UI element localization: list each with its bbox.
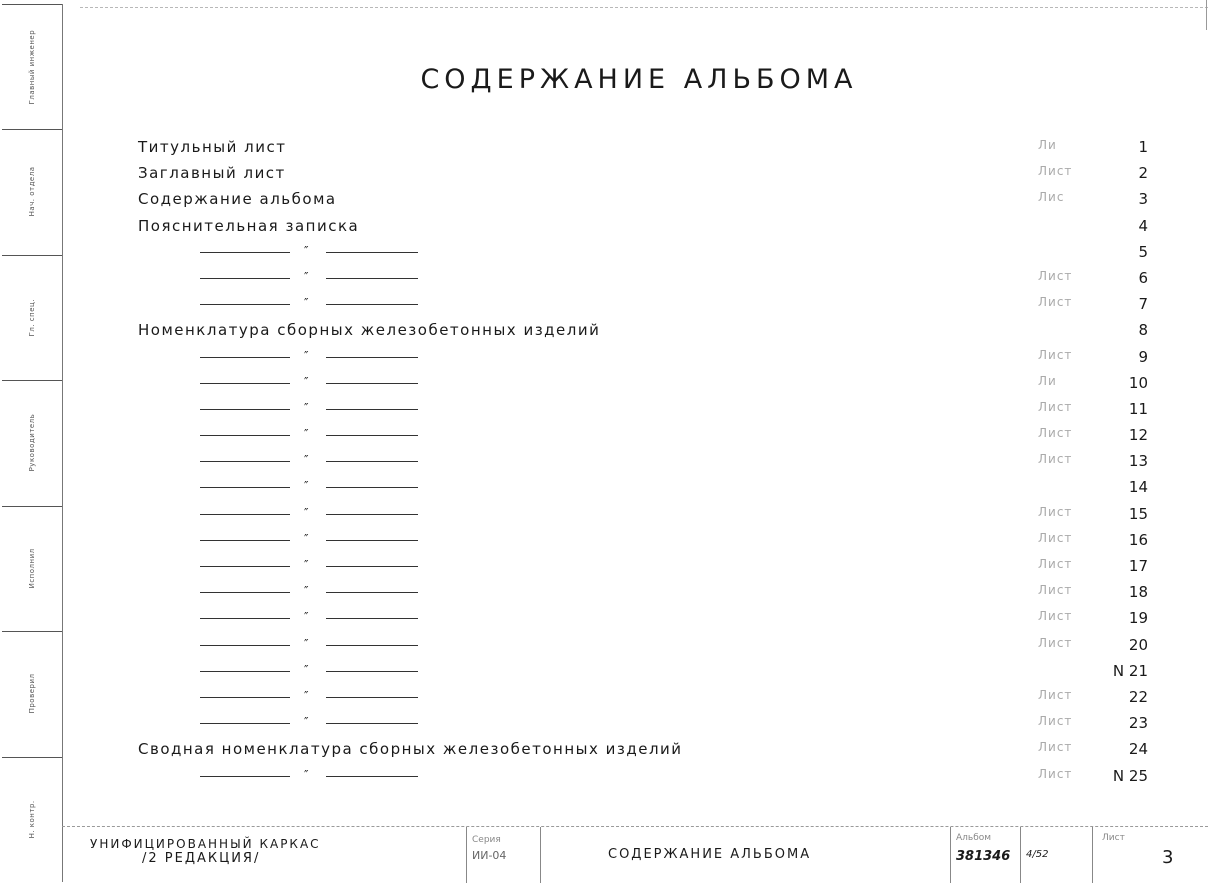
sheet-reference [1038,452,1148,471]
sheet-number: 13 [1128,452,1148,471]
ditto-line [200,427,425,442]
stamp-cell [2,380,62,381]
sheet-prefix: Лист [1038,530,1073,545]
contents-row [138,449,1148,475]
ditto-line [200,479,425,494]
title-block-divider [1020,827,1021,883]
ditto-line [200,636,425,651]
album-label: Альбом [956,833,992,843]
ditto-dash [200,357,290,358]
ditto-line [200,688,425,703]
sheet-reference [1038,426,1148,445]
ditto-dash [200,409,290,410]
sheet-prefix: Лист [1038,635,1073,650]
ditto-dash [200,697,290,698]
ditto-line [200,400,425,415]
ditto-dash [326,618,418,619]
ditto-dash [200,252,290,253]
ditto-dash [326,461,418,462]
ditto-mark: ″ [304,479,309,494]
contents-row [138,764,1148,790]
sheet-reference [1038,740,1148,759]
sheet-number: 3 [1162,847,1174,868]
ditto-line [200,531,425,546]
ditto-line [200,243,425,258]
ditto-mark: ″ [304,610,309,625]
ditto-line [200,374,425,389]
ditto-dash [326,540,418,541]
sheet-number: 19 [1128,609,1148,628]
stamp-cell [2,631,62,632]
contents-row [138,135,1148,161]
ditto-dash [326,645,418,646]
sheet-reference [1038,138,1148,156]
ditto-dash [326,776,418,777]
sheet-number: 16 [1128,530,1148,549]
sheet-prefix: Лист [1038,295,1073,310]
sheet-number: 1 [1138,138,1148,156]
stamp-cell-label: Проверил [28,673,36,714]
ditto-line [200,269,425,284]
stamp-cell [2,255,62,256]
ditto-dash [326,435,418,436]
ditto-line [200,715,425,730]
ditto-dash [200,278,290,279]
ditto-line [200,767,425,782]
approval-stamp-strip [2,4,63,882]
sheet-number: 6 [1138,268,1148,287]
sheet-reference [1038,504,1148,523]
ditto-dash [326,671,418,672]
contents-row [138,397,1148,423]
sheet-reference [1038,190,1148,209]
contents-row [138,554,1148,580]
sheet-reference [1038,295,1148,314]
sheet-number: 7 [1138,295,1148,314]
sheet-number: N 25 [1112,766,1148,785]
stamp-cell-label: Исполнил [28,548,36,589]
ditto-mark: ″ [304,531,309,546]
ditto-dash [200,723,290,724]
ditto-mark: ″ [304,688,309,703]
ditto-mark: ″ [304,715,309,730]
sheet-number: 22 [1128,687,1148,706]
contents-row [138,292,1148,318]
sheet-reference [1038,347,1148,366]
ditto-mark: ″ [304,348,309,363]
contents-row [138,528,1148,554]
ditto-dash [326,592,418,593]
sheet-number: 17 [1128,557,1148,575]
ditto-mark: ″ [304,584,309,599]
sheet-prefix: Ли [1038,138,1057,152]
sheet-prefix: Лист [1038,426,1073,441]
contents-row [138,659,1148,685]
sheet-prefix: Лис [1038,190,1065,205]
sheet-number: 4 [1138,216,1148,235]
sheet-prefix: Лист [1038,268,1073,283]
ditto-dash [200,304,290,305]
sheet-number: 12 [1128,426,1148,445]
sheet-reference [1038,530,1148,549]
contents-entry-title: Пояснительная записка [138,216,360,235]
title-block [62,826,1208,883]
contents-row [138,633,1148,659]
sheet-prefix: Лист [1038,583,1073,598]
page-title: СОДЕРЖАНИЕ АЛЬБОМА [420,64,858,95]
ditto-dash [326,487,418,488]
title-block-divider [950,827,951,883]
album-number: 381346 [956,849,1011,864]
sheet-number: N 21 [1112,661,1148,680]
title-block-divider [1092,827,1093,883]
sheet-prefix: Ли [1038,373,1057,388]
sheet-number: 20 [1128,635,1148,654]
contents-row [138,266,1148,292]
ditto-mark: ″ [304,427,309,442]
contents-row [138,580,1148,606]
sheet-prefix: Лист [1038,687,1073,702]
stamp-cell-label: Главный инженер [28,29,36,105]
sheet-number: 2 [1138,164,1148,183]
ditto-dash [200,487,290,488]
doc-title: СОДЕРЖАНИЕ АЛЬБОМА [608,847,812,862]
ditto-line [200,348,425,363]
stamp-cell-label: Нач. отдела [28,167,36,218]
sheet-reference [1038,714,1148,733]
ditto-dash [326,409,418,410]
sheet-number: 3 [1138,190,1148,209]
series-code-label: Серия [472,835,501,845]
sheet-number: 23 [1128,714,1148,733]
series-code-value: ИИ-04 [472,849,507,862]
ditto-mark: ″ [304,558,309,572]
contents-row [138,318,1148,344]
sheet-reference [1038,583,1148,602]
ditto-mark: ″ [304,400,309,415]
sheet-number: 11 [1128,399,1148,418]
contents-entry-title: Сводная номенклатура сборных железобетонных изделий [138,740,683,759]
contents-row [138,606,1148,632]
series-line-2: /2 РЕДАКЦИЯ/ [142,851,261,866]
ditto-mark: ″ [304,505,309,520]
ditto-dash [326,304,418,305]
contents-entry-title: Содержание альбома [138,190,337,209]
sheet-reference [1038,609,1148,628]
ditto-mark: ″ [304,453,309,468]
stamp-cell [2,506,62,507]
sheet-prefix: Лист [1038,766,1073,781]
stamp-cell [2,757,62,758]
stamp-cell [2,4,62,5]
ditto-dash [200,645,290,646]
ditto-dash [326,697,418,698]
ditto-dash [200,540,290,541]
ditto-dash [326,278,418,279]
sheet-number: 14 [1128,478,1148,497]
contents-row [138,685,1148,711]
series-line-1: УНИФИЦИРОВАННЫЙ КАРКАС [90,837,321,851]
sheet-prefix: Лист [1038,557,1073,571]
ditto-dash [200,435,290,436]
sheet-reference [1038,557,1148,575]
ditto-dash [326,566,418,567]
sheet-reference [1038,268,1148,287]
sheet-prefix: Лист [1038,452,1073,467]
sheet-number: 5 [1138,242,1148,261]
sheet-number: 9 [1138,347,1148,366]
contents-row [138,502,1148,528]
sheet-reference [1038,635,1148,654]
ditto-mark: ″ [304,269,309,284]
stamp-cell [2,129,62,130]
ditto-mark: ″ [304,636,309,651]
ditto-dash [200,383,290,384]
contents-entry-title: Титульный лист [138,138,287,156]
ditto-dash [326,252,418,253]
sheet-number: 8 [1138,321,1148,340]
ditto-dash [200,592,290,593]
contents-list [138,135,1148,790]
contents-row [138,711,1148,737]
contents-row [138,161,1148,187]
sheet-number: 10 [1128,373,1148,392]
ditto-dash [200,776,290,777]
ditto-line [200,584,425,599]
ditto-mark: ″ [304,243,309,258]
ditto-dash [326,723,418,724]
ditto-line [200,558,425,572]
ditto-dash [326,383,418,384]
sheet-reference [1038,164,1148,183]
title-block-divider [466,827,467,883]
stamp-cell-label: Гл. спец. [28,298,36,337]
contents-row [138,475,1148,501]
contents-entry-title: Номенклатура сборных железобетонных изделий [138,321,601,340]
ditto-mark: ″ [304,767,309,782]
sheet-label: Лист [1102,833,1125,843]
ditto-line [200,505,425,520]
sheet-number: 18 [1128,583,1148,602]
sheet-prefix: Лист [1038,399,1073,414]
sheet-prefix: Лист [1038,740,1073,755]
ditto-line [200,296,425,311]
ditto-dash [326,514,418,515]
ditto-dash [200,514,290,515]
sheet-border-top [80,7,1208,8]
sheet-number: 15 [1128,504,1148,523]
ditto-dash [200,566,290,567]
sheet-prefix: Лист [1038,609,1073,624]
sheet-prefix: Лист [1038,164,1073,179]
ditto-line [200,610,425,625]
ditto-dash [200,461,290,462]
sheet-prefix: Лист [1038,504,1073,519]
contents-row [138,214,1148,240]
contents-row [138,423,1148,449]
ditto-line [200,662,425,677]
contents-row [138,737,1148,763]
contents-row [138,187,1148,213]
sheet-number: 24 [1128,740,1148,759]
ditto-mark: ″ [304,662,309,677]
ditto-mark: ″ [304,296,309,311]
ditto-mark: ″ [304,374,309,389]
stamp-cell-label: Н. контр. [28,800,36,839]
ditto-dash [200,671,290,672]
ditto-dash [200,618,290,619]
sheet-prefix: Лист [1038,714,1073,729]
contents-row [138,371,1148,397]
sheet-prefix: Лист [1038,347,1073,362]
ditto-line [200,453,425,468]
contents-row [138,240,1148,266]
album-sub: 4/52 [1026,849,1049,860]
ditto-dash [326,357,418,358]
title-block-divider [540,827,541,883]
contents-row [138,345,1148,371]
sheet-reference [1038,373,1148,392]
sheet-reference [1038,687,1148,706]
contents-entry-title: Заглавный лист [138,164,286,183]
sheet-reference [1038,766,1148,785]
sheet-reference [1038,399,1148,418]
stamp-cell-label: Руководитель [28,414,36,472]
